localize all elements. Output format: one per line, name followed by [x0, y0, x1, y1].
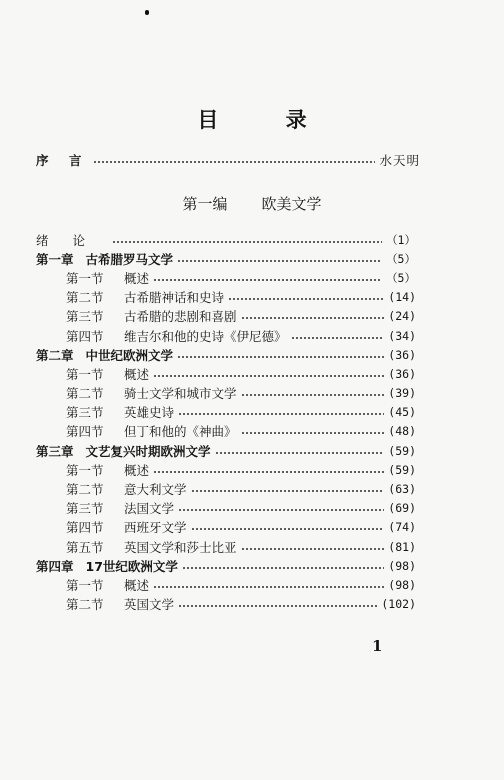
- toc-entry-page: (36): [388, 366, 416, 381]
- toc-chapter-entry[interactable]: [36, 441, 416, 460]
- leader-dots: [191, 528, 385, 530]
- part-heading: [0, 193, 504, 214]
- toc-entry-label: 第一节: [66, 577, 104, 593]
- toc-entry-label: 第三节: [66, 309, 104, 325]
- toc-section-entry[interactable]: [36, 326, 416, 345]
- toc-entry-label: 第二节: [66, 597, 104, 613]
- toc-section-entry[interactable]: [36, 479, 416, 498]
- leader-dots: [191, 490, 385, 492]
- ink-speck: [145, 10, 149, 15]
- toc-section-entry[interactable]: [36, 537, 416, 556]
- leader-dots: [241, 548, 385, 550]
- toc-entry-title: 概述: [124, 462, 150, 478]
- toc-section-entry[interactable]: [36, 364, 416, 383]
- toc-entry-page: (24): [388, 309, 416, 324]
- toc-entry-label: 第一章: [36, 251, 74, 267]
- toc-entry-page: (14): [388, 290, 416, 305]
- toc-entry-page: （5）: [386, 270, 416, 285]
- toc-entry-page: （5）: [386, 251, 416, 266]
- leader-dots: [178, 605, 377, 607]
- toc-entry-label: 第一节: [66, 462, 104, 478]
- toc-section-entry[interactable]: [36, 422, 416, 441]
- toc-intro-entry[interactable]: [36, 230, 416, 249]
- leader-dots: [291, 337, 385, 339]
- toc-entry-title: 概述: [124, 366, 150, 382]
- toc-section-entry[interactable]: [36, 384, 416, 403]
- toc-entry-label: 第五节: [66, 539, 104, 555]
- page-number: 1: [372, 637, 383, 655]
- toc-entry-title: 文艺复兴时期欧洲文学: [85, 443, 211, 459]
- toc-entry-page: (63): [388, 482, 416, 497]
- toc-entry-label: 第三节: [66, 501, 104, 517]
- toc-entry-label: 第四节: [66, 520, 104, 536]
- leader-dots: [153, 471, 384, 473]
- toc-entry-title: 中世纪欧洲文学: [85, 347, 174, 363]
- leader-dots: [182, 567, 384, 569]
- toc-entry-page: (59): [388, 443, 416, 458]
- toc-entry-label: 第三节: [66, 405, 104, 421]
- toc-entry-page: (48): [388, 424, 416, 439]
- toc-entry-label: 第四节: [66, 328, 104, 344]
- toc-section-entry[interactable]: [36, 460, 416, 479]
- toc-entry-page: （1）: [386, 232, 416, 247]
- leader-dots: [153, 586, 384, 588]
- table-of-contents: [36, 230, 416, 614]
- toc-entry-title: 概述: [124, 577, 150, 593]
- preface-entry[interactable]: [36, 151, 420, 169]
- toc-entry-label: 第二节: [66, 386, 104, 402]
- toc-section-entry[interactable]: [36, 268, 416, 287]
- toc-entry-label: 绪 论: [36, 232, 95, 248]
- toc-entry-title: 但丁和他的《神曲》: [124, 424, 237, 440]
- preface-author: 水天明: [379, 153, 420, 168]
- leader-dots: [241, 317, 385, 319]
- toc-entry-title: 古希腊的悲剧和喜剧: [124, 309, 237, 325]
- toc-entry-page: (59): [388, 462, 416, 477]
- leader-dots: [215, 452, 385, 454]
- toc-entry-page: (98): [388, 558, 416, 573]
- toc-section-entry[interactable]: [36, 575, 416, 594]
- toc-entry-title: 概述: [124, 270, 150, 286]
- leader-dots: [178, 509, 384, 511]
- toc-section-entry[interactable]: [36, 518, 416, 537]
- toc-entry-page: (98): [388, 577, 416, 592]
- toc-entry-page: (45): [388, 405, 416, 420]
- leader-dots: [153, 375, 384, 377]
- page-title: 目 录: [197, 108, 337, 132]
- leader-dots: [93, 161, 375, 163]
- leader-dots: [177, 356, 384, 358]
- leader-dots: [112, 241, 382, 243]
- toc-entry-label: 第二章: [36, 347, 74, 363]
- toc-entry-title: 法国文学: [124, 501, 175, 517]
- toc-section-entry[interactable]: [36, 403, 416, 422]
- leader-dots: [241, 432, 385, 434]
- toc-chapter-entry[interactable]: [36, 249, 416, 268]
- toc-entry-title: 英国文学: [124, 597, 175, 613]
- toc-entry-title: 西班牙文学: [124, 520, 187, 536]
- toc-entry-label: 第一节: [66, 270, 104, 286]
- toc-entry-title: 古希腊神话和史诗: [124, 290, 225, 306]
- toc-entry-title: 古希腊罗马文学: [85, 251, 174, 267]
- toc-entry-page: (74): [388, 520, 416, 535]
- toc-section-entry[interactable]: [36, 595, 416, 614]
- toc-entry-label: 第三章: [36, 443, 74, 459]
- toc-entry-label: 第四节: [66, 424, 104, 440]
- toc-entry-page: (102): [381, 597, 416, 612]
- preface-label: 序 言: [36, 153, 90, 168]
- toc-section-entry[interactable]: [36, 288, 416, 307]
- toc-section-entry[interactable]: [36, 307, 416, 326]
- toc-entry-page: (69): [388, 501, 416, 516]
- toc-entry-label: 第四章: [36, 558, 74, 574]
- toc-entry-label: 第二节: [66, 482, 104, 498]
- toc-entry-title: 英雄史诗: [124, 405, 175, 421]
- leader-dots: [153, 279, 382, 281]
- toc-entry-page: (34): [388, 328, 416, 343]
- leader-dots: [228, 298, 384, 300]
- toc-entry-page: (39): [388, 386, 416, 401]
- part-name: 欧美文学: [261, 195, 322, 213]
- toc-entry-title: 17世纪欧洲文学: [85, 558, 178, 574]
- toc-entry-label: 第二节: [66, 290, 104, 306]
- leader-dots: [241, 394, 385, 396]
- toc-entry-label: 第一节: [66, 366, 104, 382]
- leader-dots: [178, 413, 384, 415]
- toc-chapter-entry[interactable]: [36, 345, 416, 364]
- toc-entry-title: 维吉尔和他的史诗《伊尼德》: [124, 328, 287, 344]
- part-number: 第一编: [182, 195, 228, 213]
- leader-dots: [177, 260, 382, 262]
- toc-entry-title: 意大利文学: [124, 482, 187, 498]
- toc-entry-title: 骑士文学和城市文学: [124, 386, 237, 402]
- toc-chapter-entry[interactable]: [36, 556, 416, 575]
- toc-entry-page: (81): [388, 539, 416, 554]
- toc-entry-title: 英国文学和莎士比亚: [124, 539, 237, 555]
- toc-section-entry[interactable]: [36, 499, 416, 518]
- toc-entry-page: (36): [388, 347, 416, 362]
